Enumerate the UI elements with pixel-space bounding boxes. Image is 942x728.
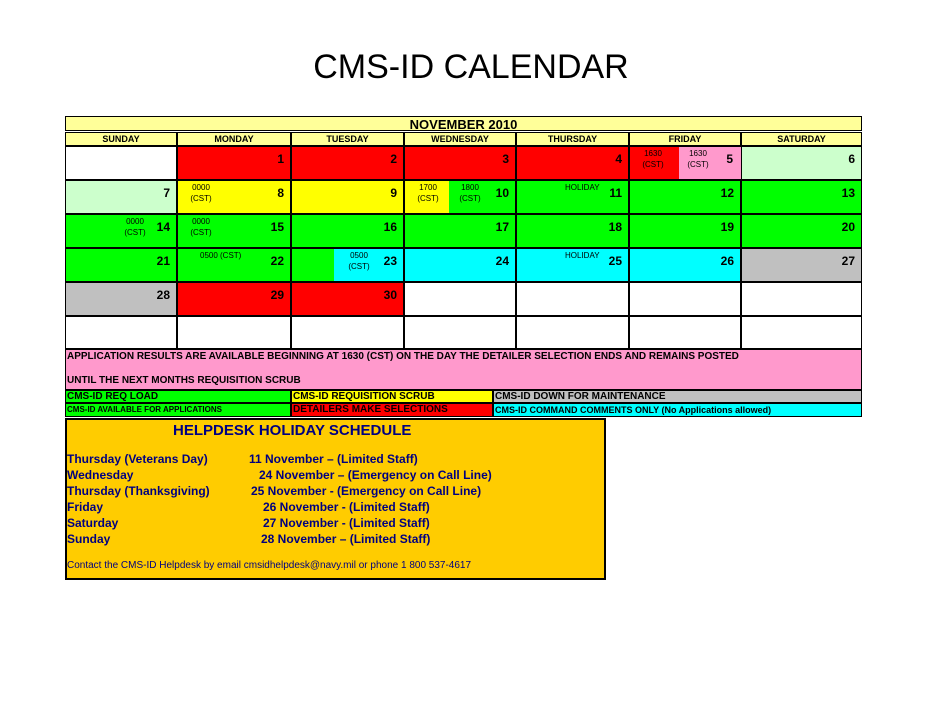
helpdesk-contact: Contact the CMS-ID Helpdesk by email cmsidhelpdesk@navy.mil or phone 1 800 537-4617 — [67, 560, 472, 571]
day-cell-30 — [291, 282, 404, 316]
day-cell-empty — [65, 316, 177, 349]
time-note: 1630 (CST) — [687, 149, 709, 169]
day-cell-empty — [516, 282, 629, 316]
day-number: 10 — [495, 186, 509, 200]
day-cell-empty — [65, 146, 177, 180]
helpdesk-schedule — [65, 418, 606, 580]
day-cell-9 — [291, 180, 404, 214]
day-number: 29 — [270, 288, 284, 302]
schedule-day: Thursday (Thanksgiving) — [67, 484, 210, 498]
day-number: 17 — [495, 220, 509, 234]
time-note: 0000 (CST) — [124, 217, 146, 237]
time-note: 1700 (CST) — [417, 183, 439, 203]
schedule-detail: 24 November – (Emergency on Call Line) — [259, 468, 492, 482]
day-cell-8 — [177, 180, 291, 214]
day-cell-20 — [741, 214, 862, 248]
day-number: 13 — [841, 186, 855, 200]
schedule-detail: 11 November – (Limited Staff) — [249, 452, 418, 466]
schedule-day: Sunday — [67, 532, 111, 546]
day-number: 1 — [277, 152, 284, 166]
day-cell-3 — [404, 146, 516, 180]
day-number: 19 — [720, 220, 734, 234]
day-number: 21 — [156, 254, 170, 268]
time-note: 1630 (CST) — [642, 149, 664, 169]
day-number: 23 — [383, 254, 397, 268]
schedule-day: Thursday (Veterans Day) — [67, 452, 208, 466]
dow-sunday: SUNDAY — [65, 132, 177, 146]
day-cell-11 — [516, 180, 629, 214]
day-number: 12 — [720, 186, 734, 200]
day-cell-empty — [291, 316, 404, 349]
day-cell-27 — [741, 248, 862, 282]
schedule-day: Wednesday — [67, 468, 134, 482]
legend-req-load: CMS-ID REQ LOAD — [65, 390, 291, 403]
day-cell-6 — [741, 146, 862, 180]
day-number: 6 — [848, 152, 855, 166]
day-cell-28 — [65, 282, 177, 316]
legend-detailers: DETAILERS MAKE SELECTIONS — [291, 403, 493, 417]
day-cell-empty — [177, 316, 291, 349]
day-number: 24 — [495, 254, 509, 268]
dow-monday: MONDAY — [177, 132, 291, 146]
notice-line-1: APPLICATION RESULTS ARE AVAILABLE BEGINNING AT 1630 (CST) ON THE DAY THE DETAILER SELECTION ENDS AND REMAINS POSTED — [67, 351, 739, 362]
pink-segment — [679, 147, 741, 179]
day-cell-empty — [741, 282, 862, 316]
day-number: 5 — [726, 152, 733, 166]
schedule-day: Saturday — [67, 516, 119, 530]
day-cell-2 — [291, 146, 404, 180]
day-cell-7 — [65, 180, 177, 214]
day-number: 11 — [609, 186, 622, 200]
day-cell-empty — [516, 316, 629, 349]
holiday-note: HOLIDAY — [565, 183, 600, 192]
time-note: 1800 (CST) — [459, 183, 481, 203]
time-note: 0000 (CST) — [190, 183, 212, 203]
time-note: 0500 (CST) — [348, 251, 370, 271]
day-number: 30 — [383, 288, 397, 302]
day-cell-17 — [404, 214, 516, 248]
notice-line-2: UNTIL THE NEXT MONTHS REQUISITION SCRUB — [67, 375, 301, 386]
day-cell-13 — [741, 180, 862, 214]
month-header: NOVEMBER 2010 — [65, 116, 862, 131]
day-cell-empty — [741, 316, 862, 349]
day-cell-15 — [177, 214, 291, 248]
day-number: 18 — [608, 220, 622, 234]
day-number: 8 — [277, 186, 284, 200]
schedule-detail: 28 November – (Limited Staff) — [261, 532, 431, 546]
dow-saturday: SATURDAY — [741, 132, 862, 146]
day-number: 9 — [390, 186, 397, 200]
legend-maintenance: CMS-ID DOWN FOR MAINTENANCE — [493, 390, 862, 403]
day-number: 22 — [270, 254, 284, 268]
day-number: 25 — [608, 254, 622, 268]
schedule-detail: 27 November - (Limited Staff) — [263, 516, 430, 530]
dow-tuesday: TUESDAY — [291, 132, 404, 146]
day-cell-4 — [516, 146, 629, 180]
day-cell-empty — [629, 282, 741, 316]
helpdesk-title: HELPDESK HOLIDAY SCHEDULE — [173, 422, 412, 439]
day-cell-26 — [629, 248, 741, 282]
day-number: 14 — [156, 220, 170, 234]
day-number: 26 — [720, 254, 734, 268]
time-note: 0500 (CST) — [200, 251, 242, 260]
day-number: 7 — [163, 186, 170, 200]
day-cell-21 — [65, 248, 177, 282]
day-cell-18 — [516, 214, 629, 248]
day-cell-22 — [177, 248, 291, 282]
day-number: 3 — [502, 152, 509, 166]
day-cell-5 — [629, 146, 741, 180]
day-number: 28 — [156, 288, 170, 302]
legend-available: CMS-ID AVAILABLE FOR APPLICATIONS — [65, 403, 291, 417]
dow-thursday: THURSDAY — [516, 132, 629, 146]
legend-req-scrub: CMS-ID REQUISITION SCRUB — [291, 390, 493, 403]
green-segment — [449, 181, 492, 213]
day-cell-24 — [404, 248, 516, 282]
schedule-detail: 26 November - (Limited Staff) — [263, 500, 430, 514]
day-cell-19 — [629, 214, 741, 248]
schedule-detail: 25 November - (Emergency on Call Line) — [251, 484, 482, 498]
day-number: 20 — [841, 220, 855, 234]
day-cell-29 — [177, 282, 291, 316]
day-cell-empty — [629, 316, 741, 349]
day-cell-16 — [291, 214, 404, 248]
day-number: 16 — [383, 220, 397, 234]
day-number: 4 — [615, 152, 622, 166]
day-cell-1 — [177, 146, 291, 180]
day-number: 15 — [270, 220, 284, 234]
day-number: 2 — [390, 152, 397, 166]
results-notice — [65, 349, 862, 390]
time-note: 0000 (CST) — [190, 217, 212, 237]
day-cell-10 — [404, 180, 516, 214]
legend-command-comments: CMS-ID COMMAND COMMENTS ONLY (No Applications allowed) — [493, 403, 862, 417]
dow-friday: FRIDAY — [629, 132, 741, 146]
dow-wednesday: WEDNESDAY — [404, 132, 516, 146]
day-cell-23 — [291, 248, 404, 282]
day-cell-empty — [404, 282, 516, 316]
day-number: 27 — [841, 254, 855, 268]
day-cell-12 — [629, 180, 741, 214]
day-cell-14 — [65, 214, 177, 248]
holiday-note: HOLIDAY — [565, 251, 600, 260]
day-cell-empty — [404, 316, 516, 349]
schedule-day: Friday — [67, 500, 104, 514]
day-cell-25 — [516, 248, 629, 282]
page-title: CMS-ID CALENDAR — [313, 48, 629, 86]
